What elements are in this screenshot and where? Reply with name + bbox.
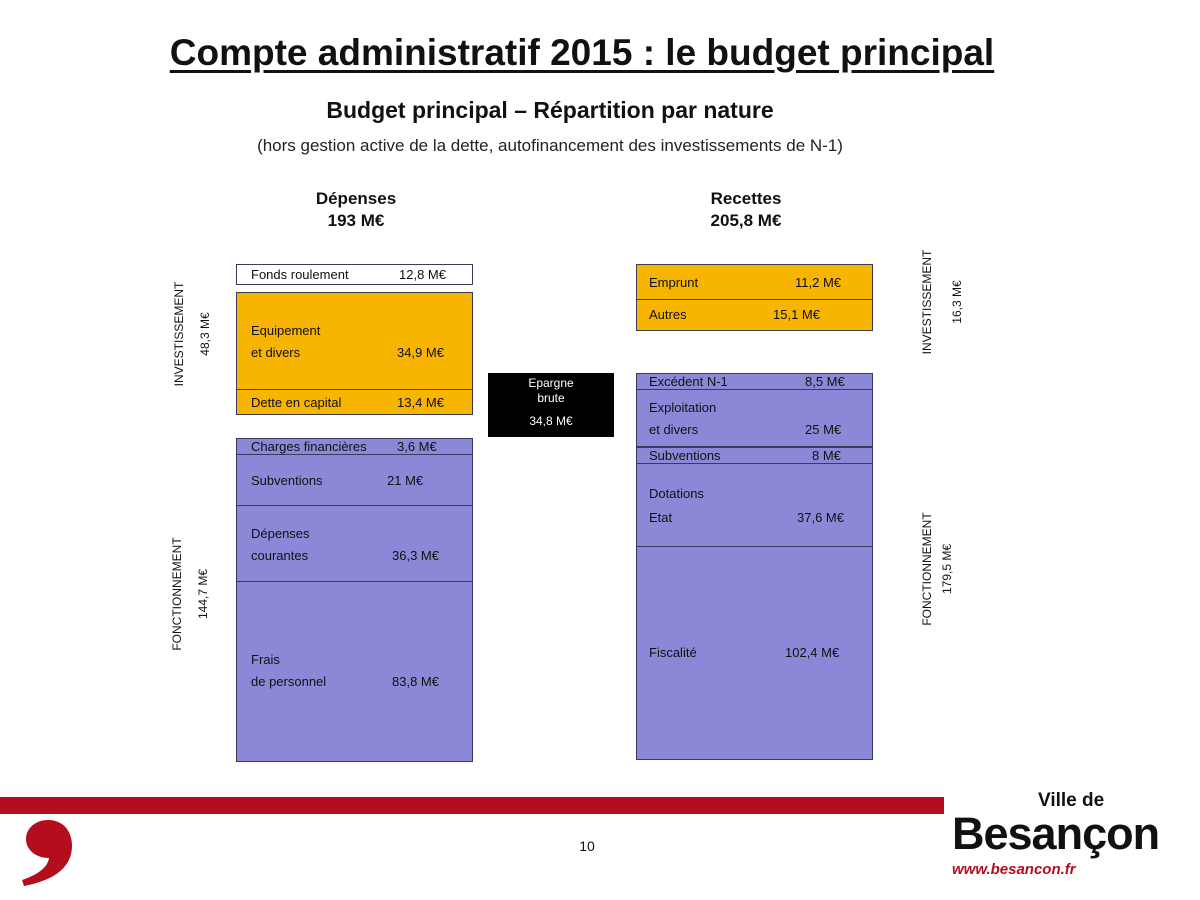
recettes-invest-label: INVESTISSEMENT (920, 249, 934, 355)
box-label-line1: Exploitation (649, 400, 717, 415)
box-frais-personnel (236, 581, 473, 762)
epargne-label-line1: Epargne (528, 376, 574, 390)
box-fonds-roulement (236, 264, 473, 285)
depenses-fonct-label: FONCTIONNEMENT (170, 537, 184, 651)
logo-url: www.besancon.fr (952, 861, 1076, 878)
depenses-fonct-value: 144,7 M€ (196, 568, 210, 620)
diagram-title: Budget principal – Répartition par nature (326, 97, 774, 123)
box-label: Fiscalité (649, 645, 697, 660)
logo-besancon: Besançon (952, 808, 1160, 859)
box-label: Emprunt (649, 275, 699, 290)
depenses-invest-value: 48,3 M€ (198, 312, 212, 356)
page-number: 10 (579, 838, 595, 854)
box-value: 11,2 M€ (795, 275, 842, 290)
recettes-total: 205,8 M€ (710, 211, 782, 230)
box-exploitation (636, 389, 873, 447)
box-label: Subventions (649, 448, 721, 463)
box-label-line1: Dépenses (251, 526, 310, 541)
box-value: 83,8 M€ (392, 674, 439, 689)
epargne-value: 34,8 M€ (529, 414, 573, 428)
box-value: 102,4 M€ (785, 645, 840, 660)
depenses-invest-label: INVESTISSEMENT (172, 281, 186, 387)
box-label-line1: Dotations (649, 486, 704, 501)
box-label: Autres (649, 307, 687, 322)
box-equipement (236, 292, 473, 390)
recettes-header (626, 188, 866, 232)
box-label: Subventions (251, 473, 323, 488)
recettes-fonct-label: FONCTIONNEMENT (920, 512, 934, 626)
recettes-header-label: Recettes (710, 189, 782, 208)
logo-ville-de: Ville de (1038, 790, 1105, 811)
epargne-label-line2: brute (537, 391, 565, 405)
box-value: 21 M€ (387, 473, 424, 488)
box-value: 8,5 M€ (805, 374, 845, 389)
footer-red-bar (0, 797, 944, 814)
box-subventions-recettes (636, 447, 873, 464)
box-subventions (236, 454, 473, 506)
box-label: Excédent N-1 (649, 374, 728, 389)
box-value: 36,3 M€ (392, 548, 439, 563)
box-label-line2: de personnel (251, 674, 327, 689)
box-dette-capital (236, 389, 473, 415)
comma-logo-icon (18, 818, 76, 888)
box-value: 8 M€ (812, 448, 841, 463)
recettes-fonct-value: 179,5 M€ (940, 543, 954, 595)
box-charges-financieres (236, 438, 473, 455)
box-label-line2: et divers (251, 345, 301, 360)
box-value: 25 M€ (805, 422, 842, 437)
epargne-brute-box (488, 373, 614, 437)
recettes-invest-value: 16,3 M€ (950, 280, 964, 324)
diagram-note: (hors gestion active de la dette, autofinancement des investissements de N-1) (257, 136, 843, 155)
box-excedent (636, 373, 873, 390)
box-value: 34,9 M€ (397, 345, 444, 360)
box-value: 15,1 M€ (773, 307, 820, 322)
box-autres (636, 299, 873, 331)
box-emprunt (636, 264, 873, 300)
box-label: Dette en capital (251, 395, 342, 410)
box-value: 37,6 M€ (797, 510, 844, 525)
box-label-line1: Equipement (251, 323, 321, 338)
box-value: 13,4 M€ (397, 395, 444, 410)
box-value: 12,8 M€ (399, 267, 446, 282)
box-depenses-courantes (236, 505, 473, 582)
box-dotations (636, 463, 873, 547)
box-label-line1: Frais (251, 652, 280, 667)
depenses-header-label: Dépenses (315, 189, 397, 208)
box-label-line2: Etat (649, 510, 673, 525)
box-label: Charges financières (251, 439, 367, 454)
box-value: 3,6 M€ (397, 439, 437, 454)
box-label-line2: courantes (251, 548, 309, 563)
box-fiscalite (636, 546, 873, 760)
box-label: Fonds roulement (251, 267, 349, 282)
box-label-line2: et divers (649, 422, 699, 437)
depenses-header (236, 188, 476, 232)
page-title: Compte administratif 2015 : le budget principal (169, 32, 995, 73)
depenses-total: 193 M€ (327, 211, 385, 230)
